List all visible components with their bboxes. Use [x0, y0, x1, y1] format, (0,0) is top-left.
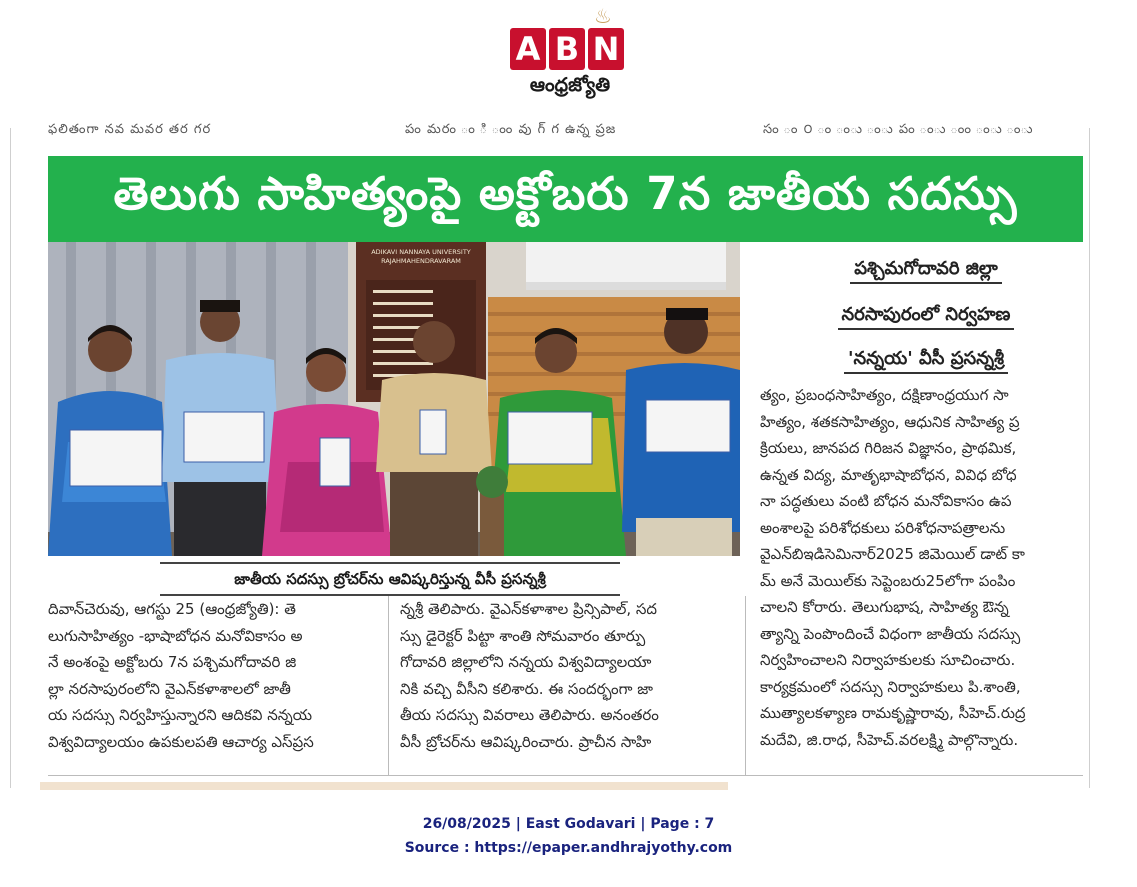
- side-heading-text-3: 'నన్నయ' వీసీ ప్రసన్నశ్రీ: [844, 348, 1008, 374]
- article-headline: తెలుగు సాహిత్యంపై అక్టోబరు 7న జాతీయ సదస్సు: [48, 156, 1083, 242]
- photo-board-line-2: RAJAHMAHENDRAVARAM: [381, 257, 461, 265]
- col1-line: దివాన్‌చెరువు, ఆగస్టు 25 (ఆంధ్రజ్యోతి): తె: [48, 600, 296, 618]
- col1-line: ల్లా నరసాపురంలోని వైఎన్‌కళాశాలలో జాతీ: [48, 679, 291, 698]
- footer-source-link[interactable]: Source : https://epaper.andhrajyothy.com: [404, 840, 733, 856]
- side-heading-line-3: [752, 348, 1100, 373]
- side-heading-line-1: [752, 258, 1100, 283]
- brochure-launch-photo: [48, 242, 740, 556]
- footer-date-edition: 26/08/2025 | East Godavari | Page : 7: [422, 816, 715, 832]
- col3-line: మ్‌ అనే మెయిల్‌కు సెప్టెంబరు25లోగా పంపిం: [760, 571, 1016, 590]
- logo-letter-n: N: [588, 28, 624, 70]
- col3-line: నిర్వహించాలని నిర్వాహకులకు సూచించారు.: [760, 651, 1016, 669]
- col2-line: గోదావరి జిల్లాలోని నన్నయ విశ్వవిద్యాలయా: [400, 653, 652, 671]
- photo-board-line-1: ADIKAVI NANNAYA UNIVERSITY: [371, 248, 471, 256]
- clip-border-left: [10, 128, 11, 788]
- col1-line: లుగుసాహిత్యం -భాషాబోధన మనోవికాసం అ: [48, 626, 303, 645]
- abn-andhrajyothy-logo: [508, 6, 632, 102]
- photo-caption: జాతీయ సదస్సు బ్రోచర్‌ను ఆవిష్కరిస్తున్న వీసీ ప్రసన్నశ్రీ: [160, 562, 620, 596]
- body-column-3: [760, 382, 1084, 753]
- col1-line: య సదస్సు నిర్వహిస్తున్నారని ఆదికవి నన్నయ: [48, 706, 313, 724]
- col3-line: హిత్యం, శతకసాహిత్యం, ఆధునిక సాహిత్య ప్ర: [760, 412, 1020, 431]
- col2-line: స్సు డైరెక్టర్‌ పిట్టా శాంతి సోమవారం తూర్పు: [400, 626, 646, 645]
- logo-telugu-wordmark: ఆంధ్రజ్యోతి: [529, 74, 611, 96]
- column-divider-2: [745, 596, 746, 776]
- cut-off-text-col3: సం ం ౦ ం ంు ంు పం ంు ంం ంు ంు: [763, 122, 1034, 137]
- col3-line: త్యం, ప్రబంధసాహిత్యం, దక్షిణాంధ్రయుగ సా: [760, 386, 1009, 404]
- col3-line: ఉన్నత విద్య, మాతృభాషాబోధన, వివిధ బోధ: [760, 465, 1017, 484]
- col1-line: విశ్వవిద్యాలయం ఉపకులపతి ఆచార్య ఎస్‌ప్రస: [48, 732, 314, 751]
- article-bottom-rule: [48, 775, 1083, 776]
- logo-letters: [510, 28, 624, 70]
- col2-line: తీయ సదస్సు వివరాలు తెలిపారు. అనంతరం: [400, 706, 659, 724]
- clip-border-right: [1089, 128, 1090, 788]
- col2-line: నికి వచ్చి వీసీని కలిశారు. ఈ సందర్భంగా జా: [400, 679, 653, 698]
- article-photo: [48, 242, 740, 556]
- col3-line: చాలని కోరారు. తెలుగుభాష, సాహిత్య ఔన్న: [760, 598, 1009, 616]
- col1-line: నే అంశంపై అక్టోబరు 7న పశ్చిమగోదావరి జి: [48, 653, 297, 671]
- col3-line: మదేవి, జి.రాధ, సీహెచ్‌.వరలక్ష్మి పాల్గొన్నారు.: [760, 730, 1019, 749]
- side-heading-line-2: [752, 304, 1100, 329]
- cut-off-text-col2: పం మరం ం ి ంం వు గ్ గ ఉన్న ప్రజ: [405, 122, 617, 137]
- side-heading-text-2: నరసాపురంలో నిర్వహణ: [838, 304, 1015, 330]
- col3-line: క్రియలు, జానపద గిరిజన విజ్ఞానం, ప్రాథమిక,: [760, 439, 1017, 457]
- body-column-1: [48, 596, 376, 755]
- col2-line: న్నశ్రీ తెలిపారు. వైఎన్‌కళాశాల ప్రిన్సిపాల్‌, సద: [400, 600, 658, 618]
- steam-cup-icon: ♨: [594, 4, 612, 28]
- col3-line: వైఎన్‌బిఇడిసెమినార్‌2025 జిమెయిల్ డాట్‌ కా: [760, 545, 1025, 563]
- logo-letter-b: B: [549, 28, 585, 70]
- col3-line: నా పద్ధతులు వంటి బోధన మనోవికాసం ఉప: [760, 492, 1012, 510]
- body-column-2: [400, 596, 734, 755]
- cut-off-text-col1: ఫలితంగా నవ మవర తర గర: [48, 122, 212, 137]
- col3-line: అంశాలపై పరిశోధకులు పరిశోధనాపత్రాలను: [760, 518, 1006, 537]
- column-divider-1: [388, 596, 389, 776]
- col3-line: కార్యక్రమంలో సదస్సు నిర్వాహకులు పి.శాంతి,: [760, 677, 1021, 696]
- col3-line: త్యాన్ని పెంపొందించే విధంగా జాతీయ సదస్సు: [760, 624, 1021, 643]
- col3-line: ముత్యాలకళ్యాణ రామకృష్ణారావు, సీహెచ్‌.రుద్ర: [760, 704, 1026, 722]
- next-article-strip: [40, 782, 728, 790]
- logo-letter-a: A: [510, 28, 546, 70]
- side-heading-text-1: పశ్చిమగోదావరి జిల్లా: [850, 258, 1002, 284]
- col2-line: వీసీ బ్రోచర్‌ను ఆవిష్కరించారు. ప్రాచీన సాహి: [400, 732, 652, 751]
